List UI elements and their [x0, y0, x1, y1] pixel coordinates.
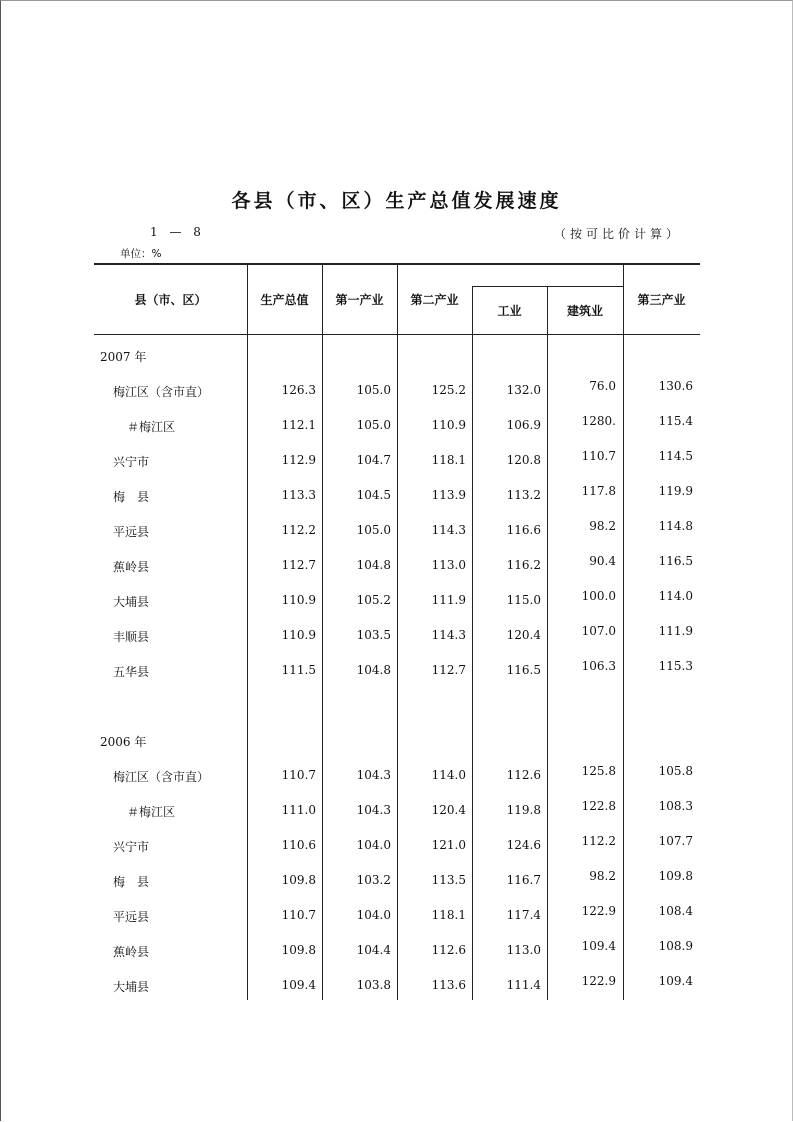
table-cell: 109.4 — [281, 978, 316, 992]
table-cell: 112.7 — [281, 558, 316, 572]
table-cell: 113.9 — [431, 488, 466, 502]
table-cell: 112.1 — [281, 418, 316, 432]
table-code: 1 — 8 — [150, 225, 205, 239]
table-cell: 1280. — [581, 414, 616, 428]
row-region-name: 丰顺县 — [113, 630, 150, 644]
header-gdp: 生产总值 — [260, 293, 309, 307]
table-cell: 103.2 — [356, 873, 391, 887]
col-divider — [322, 264, 323, 1000]
row-region-name: 大埔县 — [113, 595, 150, 609]
table-cell: 98.2 — [589, 519, 616, 533]
table-cell: 110.6 — [281, 838, 316, 852]
table-cell: 105.0 — [356, 523, 391, 537]
table-cell: 113.3 — [281, 488, 316, 502]
header-primary: 第一产业 — [335, 293, 384, 307]
table-cell: 116.5 — [506, 663, 541, 677]
table-cell: 114.3 — [431, 523, 466, 537]
table-cell: 120.8 — [506, 453, 541, 467]
table-cell: 130.6 — [658, 379, 693, 393]
table-cell: 109.4 — [658, 974, 693, 988]
row-region-name: 梅江区（含市直） — [113, 385, 210, 399]
table-cell: 111.9 — [431, 593, 466, 607]
header-tertiary: 第三产业 — [637, 293, 686, 307]
table-cell: 104.7 — [356, 453, 391, 467]
table-cell: 113.6 — [431, 978, 466, 992]
table-cell: 112.6 — [506, 768, 541, 782]
table-cell: 105.8 — [658, 764, 693, 778]
table-cell: 104.0 — [356, 838, 391, 852]
table-cell: 116.6 — [506, 523, 541, 537]
table-cell: 106.3 — [581, 659, 616, 673]
table-cell: 117.4 — [506, 908, 541, 922]
row-region-name: 梅 县 — [113, 875, 150, 889]
table-cell: 112.2 — [581, 834, 616, 848]
header-construction: 建筑业 — [566, 304, 603, 318]
table-cell: 115.3 — [658, 659, 693, 673]
row-region-name: 蕉岭县 — [113, 560, 150, 574]
table-cell: 103.5 — [356, 628, 391, 642]
table-cell: 112.9 — [281, 453, 316, 467]
table-cell: 122.8 — [581, 799, 616, 813]
table-cell: 112.7 — [431, 663, 466, 677]
table-cell: 104.3 — [356, 768, 391, 782]
header-region: 县（市、区） — [134, 293, 207, 307]
table-cell: 109.8 — [658, 869, 693, 883]
row-region-name: 平远县 — [113, 910, 150, 924]
year-heading: 2007 年 — [100, 350, 147, 364]
table-cell: 120.4 — [431, 803, 466, 817]
table-cell: 122.9 — [581, 974, 616, 988]
row-region-name: 五华县 — [113, 665, 150, 679]
table-cell: 110.9 — [281, 628, 316, 642]
table-cell: 108.4 — [658, 904, 693, 918]
table-cell: 110.7 — [281, 768, 316, 782]
table-cell: 114.0 — [658, 589, 693, 603]
table-cell: 113.0 — [431, 558, 466, 572]
table-cell: 98.2 — [589, 869, 616, 883]
table-cell: 113.0 — [506, 943, 541, 957]
table-cell: 100.0 — [581, 589, 616, 603]
table-cell: 122.9 — [581, 904, 616, 918]
table-cell: 119.8 — [506, 803, 541, 817]
table-cell: 104.3 — [356, 803, 391, 817]
table-cell: 116.5 — [658, 554, 693, 568]
table-cell: 116.7 — [506, 873, 541, 887]
table-cell: 109.4 — [581, 939, 616, 953]
table-cell: 110.9 — [281, 593, 316, 607]
col-divider — [247, 264, 248, 1000]
table-cell: 116.2 — [506, 558, 541, 572]
table-cell: 76.0 — [589, 379, 616, 393]
col-divider — [547, 286, 548, 1000]
table-cell: 107.7 — [658, 834, 693, 848]
table-cell: 104.8 — [356, 663, 391, 677]
unit-label: 单位：% — [120, 248, 162, 260]
table-cell: 111.4 — [506, 978, 541, 992]
page-title: 各县（市、区）生产总值发展速度 — [231, 190, 562, 212]
table-cell: 90.4 — [589, 554, 616, 568]
table-cell: 111.9 — [658, 624, 693, 638]
table-cell: 113.2 — [506, 488, 541, 502]
table-cell: 104.0 — [356, 908, 391, 922]
table-cell: 117.8 — [581, 484, 616, 498]
row-region-name: 平远县 — [113, 525, 150, 539]
row-region-name: ＃梅江区 — [127, 805, 176, 819]
calc-note: （按可比价计算） — [554, 227, 683, 241]
table-cell: 114.5 — [658, 449, 693, 463]
header-industry: 工业 — [497, 304, 522, 318]
table-cell: 110.7 — [281, 908, 316, 922]
table-cell: 106.9 — [506, 418, 541, 432]
table-cell: 108.9 — [658, 939, 693, 953]
row-region-name: 梅江区（含市直） — [113, 770, 210, 784]
table-cell: 119.9 — [658, 484, 693, 498]
table-cell: 110.7 — [581, 449, 616, 463]
table-cell: 124.6 — [506, 838, 541, 852]
table-cell: 109.8 — [281, 943, 316, 957]
row-region-name: 蕉岭县 — [113, 945, 150, 959]
table-cell: 111.0 — [281, 803, 316, 817]
year-heading: 2006 年 — [100, 735, 147, 749]
table-cell: 104.5 — [356, 488, 391, 502]
row-region-name: ＃梅江区 — [127, 420, 176, 434]
table-cell: 112.6 — [431, 943, 466, 957]
header-secondary: 第二产业 — [410, 293, 459, 307]
table-cell: 126.3 — [281, 383, 316, 397]
table-cell: 104.8 — [356, 558, 391, 572]
table-cell: 125.2 — [431, 383, 466, 397]
table-cell: 113.5 — [431, 873, 466, 887]
table-cell: 105.0 — [356, 418, 391, 432]
table-cell: 109.8 — [281, 873, 316, 887]
table-cell: 103.8 — [356, 978, 391, 992]
table-cell: 112.2 — [281, 523, 316, 537]
table-cell: 118.1 — [431, 453, 466, 467]
table-cell: 114.3 — [431, 628, 466, 642]
table-cell: 111.5 — [281, 663, 316, 677]
table-cell: 114.0 — [431, 768, 466, 782]
table-cell: 110.9 — [431, 418, 466, 432]
table-cell: 132.0 — [506, 383, 541, 397]
table-cell: 114.8 — [658, 519, 693, 533]
row-region-name: 梅 县 — [113, 490, 150, 504]
table-cell: 120.4 — [506, 628, 541, 642]
table-cell: 104.4 — [356, 943, 391, 957]
table-cell: 105.0 — [356, 383, 391, 397]
table-cell: 105.2 — [356, 593, 391, 607]
col-divider — [397, 264, 398, 1000]
row-region-name: 兴宁市 — [113, 840, 150, 854]
row-region-name: 兴宁市 — [113, 455, 150, 469]
table-cell: 115.0 — [506, 593, 541, 607]
col-divider — [623, 264, 624, 1000]
col-divider — [472, 286, 473, 1000]
table-cell: 125.8 — [581, 764, 616, 778]
row-region-name: 大埔县 — [113, 980, 150, 994]
table-cell: 107.0 — [581, 624, 616, 638]
table-cell: 118.1 — [431, 908, 466, 922]
table-cell: 121.0 — [431, 838, 466, 852]
table-cell: 108.3 — [658, 799, 693, 813]
table-cell: 115.4 — [658, 414, 693, 428]
